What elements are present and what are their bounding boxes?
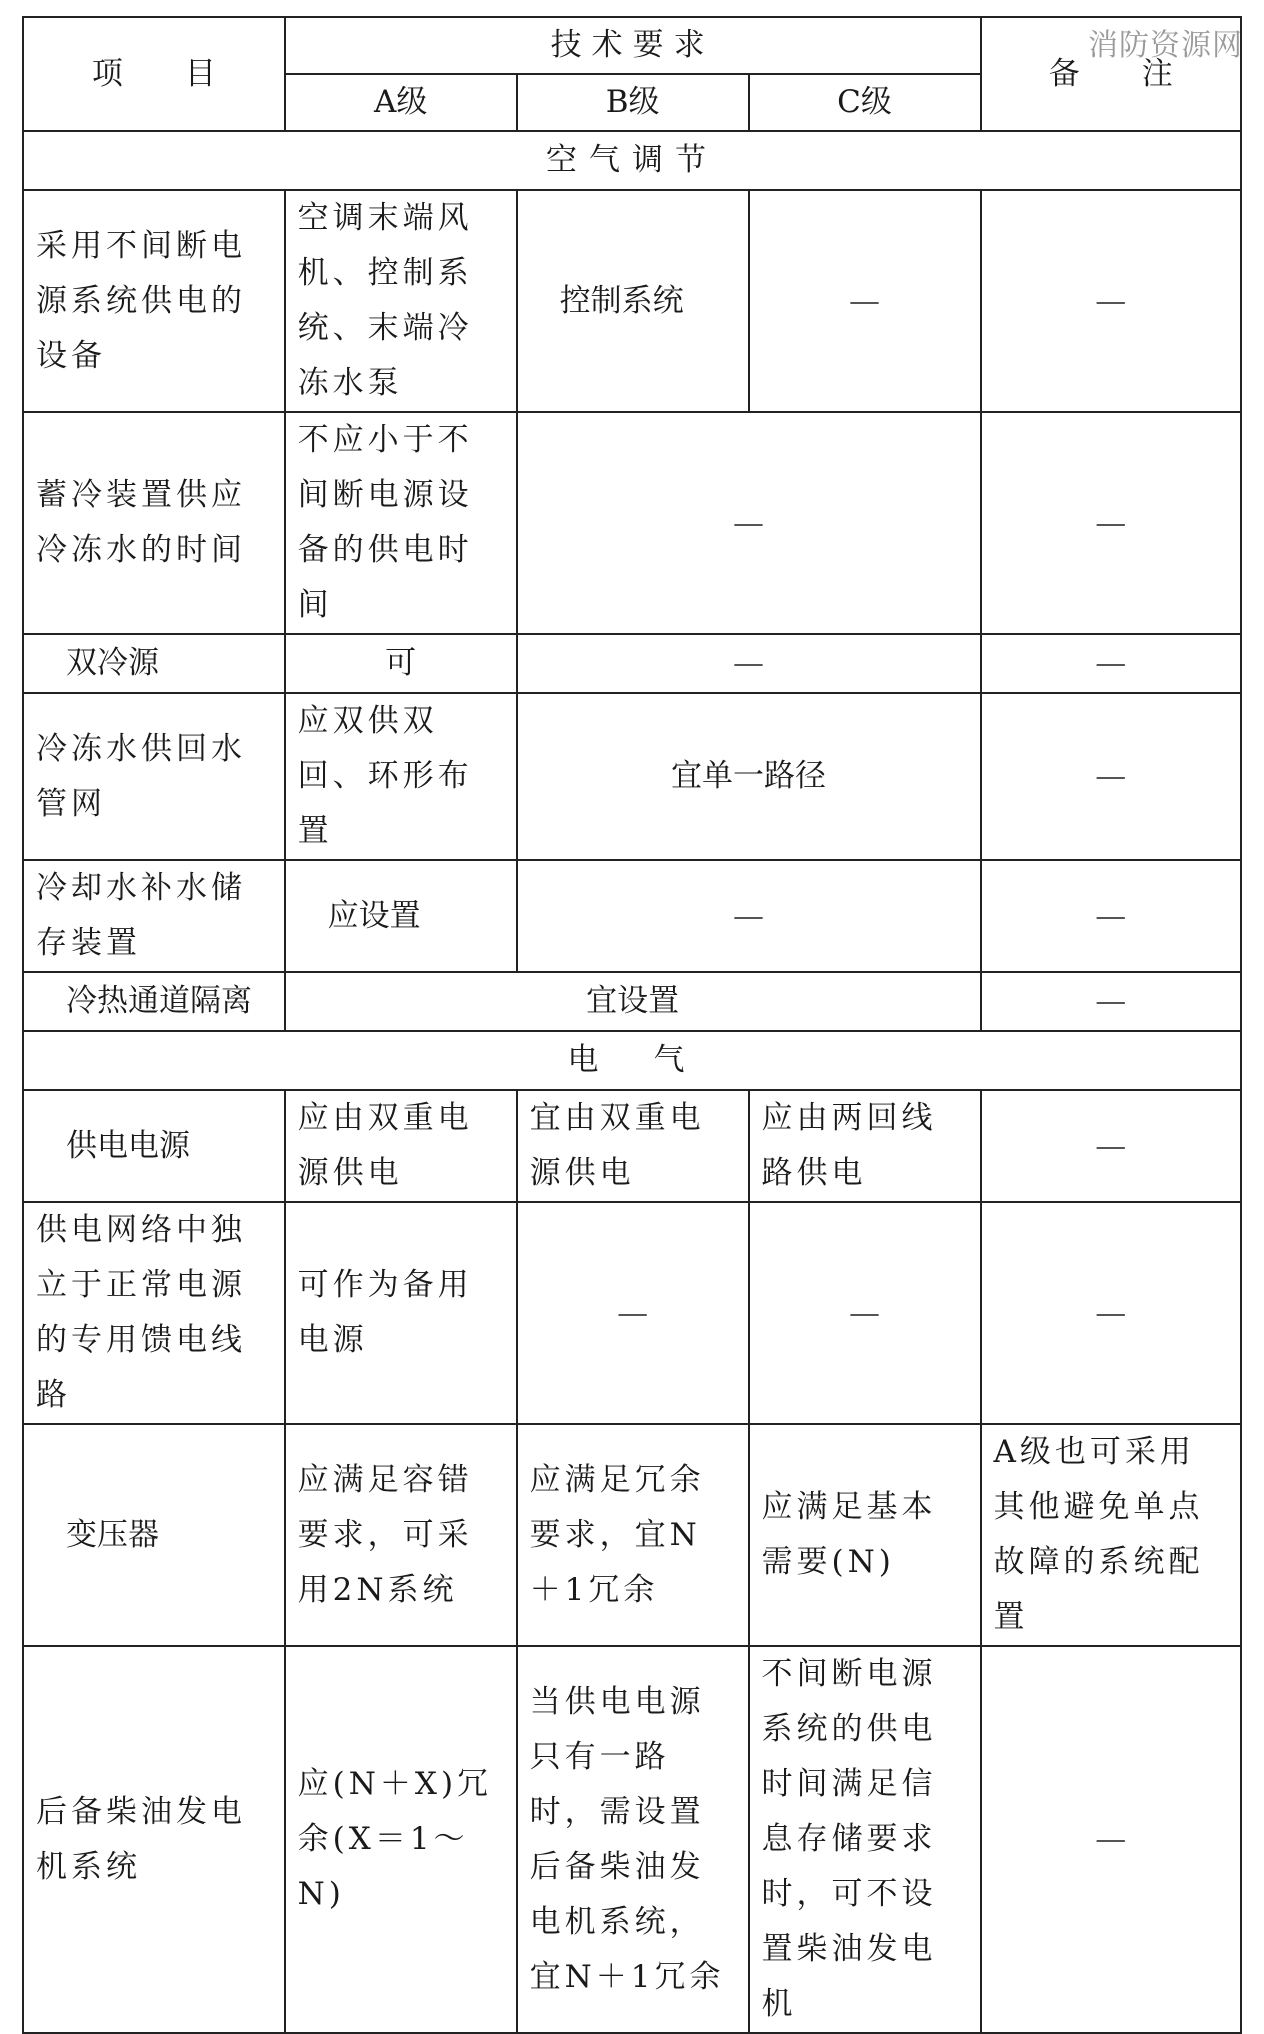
cell-a: 应设置 xyxy=(285,860,517,972)
row-item-label: 采用不间断电源系统供电的设备 xyxy=(23,190,285,412)
cell-c: — xyxy=(749,1202,981,1424)
table-row xyxy=(23,634,1241,693)
cell-remark: — xyxy=(981,972,1242,1031)
cell-c: 应由两回线路供电 xyxy=(749,1090,981,1202)
cell-a: 空调末端风机、控制系统、末端冷冻水泵 xyxy=(285,190,517,412)
header-requirements: 技术要求 xyxy=(285,17,981,74)
row-item-label: 蓄冷装置供应冷冻水的时间 xyxy=(23,412,285,634)
cell-abc: 宜设置 xyxy=(285,972,981,1031)
cell-a: 应由双重电源供电 xyxy=(285,1090,517,1202)
header-c-level: C级 xyxy=(749,74,981,131)
table-row xyxy=(23,860,1241,972)
section-row-air xyxy=(23,131,1241,190)
cell-a: 应双供双回、环形布置 xyxy=(285,693,517,860)
cell-c: 应满足基本需要(N) xyxy=(749,1424,981,1646)
table-row xyxy=(23,1424,1241,1646)
cell-remark: — xyxy=(981,412,1242,634)
row-item-label: 冷热通道隔离 xyxy=(23,972,285,1031)
header-item: 项 目 xyxy=(23,17,285,131)
row-item-label: 双冷源 xyxy=(23,634,285,693)
cell-remark: — xyxy=(981,860,1242,972)
row-item-label: 后备柴油发电机系统 xyxy=(23,1646,285,2033)
table-row xyxy=(23,1090,1241,1202)
cell-a: 可 xyxy=(285,634,517,693)
cell-bc: — xyxy=(517,634,981,693)
cell-remark: — xyxy=(981,1090,1242,1202)
cell-a: 不应小于不间断电源设备的供电时间 xyxy=(285,412,517,634)
cell-bc: — xyxy=(517,860,981,972)
section-electric: 电 气 xyxy=(23,1031,1241,1090)
cell-remark: — xyxy=(981,1202,1242,1424)
table-row xyxy=(23,1646,1241,2033)
cell-remark: — xyxy=(981,1646,1242,2033)
header-remark: 备 注 xyxy=(981,17,1242,131)
section-air-conditioning: 空气调节 xyxy=(23,131,1241,190)
table-row xyxy=(23,190,1241,412)
row-item-label: 冷却水补水储存装置 xyxy=(23,860,285,972)
table-row xyxy=(23,412,1241,634)
cell-remark: — xyxy=(981,634,1242,693)
cell-b: 应满足冗余要求，宜N＋1冗余 xyxy=(517,1424,749,1646)
cell-a: 应满足容错要求，可采用2N系统 xyxy=(285,1424,517,1646)
row-item-label: 变压器 xyxy=(23,1424,285,1646)
table-row xyxy=(23,972,1241,1031)
row-item-label: 冷冻水供回水管网 xyxy=(23,693,285,860)
cell-b: 宜由双重电源供电 xyxy=(517,1090,749,1202)
cell-b: — xyxy=(517,1202,749,1424)
cell-remark: — xyxy=(981,693,1242,860)
section-row-electric xyxy=(23,1031,1241,1090)
watermark: 消防资源网 xyxy=(1088,28,1243,63)
header-a-level: A级 xyxy=(285,74,517,131)
cell-c: — xyxy=(749,190,981,412)
header-b-level: B级 xyxy=(517,74,749,131)
cell-b: 控制系统 xyxy=(517,190,749,412)
row-item-label: 供电网络中独立于正常电源的专用馈电线路 xyxy=(23,1202,285,1424)
header-row xyxy=(23,17,1241,74)
table-row xyxy=(23,693,1241,860)
row-item-label: 供电电源 xyxy=(23,1090,285,1202)
cell-a: 可作为备用电源 xyxy=(285,1202,517,1424)
cell-remark: A级也可采用其他避免单点故障的系统配置 xyxy=(981,1424,1242,1646)
cell-bc: — xyxy=(517,412,981,634)
cell-a: 应(N＋X)冗余(X＝1～N) xyxy=(285,1646,517,2033)
cell-remark: — xyxy=(981,190,1242,412)
spec-table xyxy=(22,16,1242,2034)
table-row xyxy=(23,1202,1241,1424)
cell-c: 不间断电源系统的供电时间满足信息存储要求时，可不设置柴油发电机 xyxy=(749,1646,981,2033)
cell-b: 当供电电源只有一路时，需设置后备柴油发电机系统，宜N＋1冗余 xyxy=(517,1646,749,2033)
cell-bc: 宜单一路径 xyxy=(517,693,981,860)
